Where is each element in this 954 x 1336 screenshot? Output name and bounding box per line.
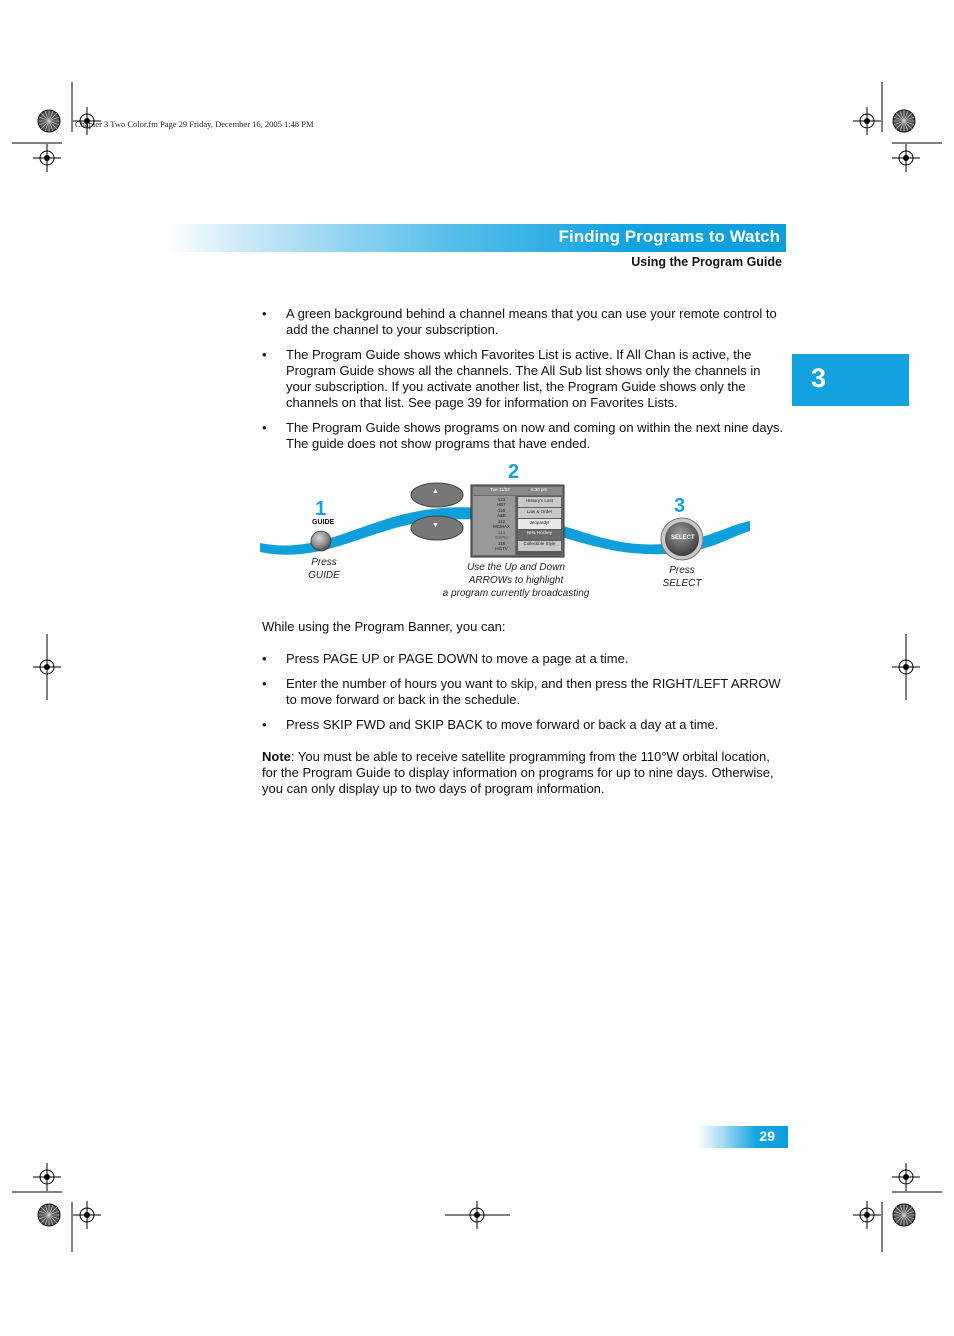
section-title-bar	[168, 224, 786, 252]
caption-line: Use the Up and Down	[467, 562, 565, 573]
caption-line: Press	[669, 565, 695, 576]
chapter-number: 3	[811, 363, 827, 393]
guide-program: History's Lost	[526, 498, 553, 503]
note-label: Note	[262, 749, 291, 764]
list-item	[262, 420, 788, 452]
guide-button-label: GUIDE	[312, 519, 335, 526]
step-1-number: 1	[315, 498, 327, 520]
guide-channel: 112 MCMAX	[493, 519, 510, 529]
banner-intro: While using the Program Banner, you can:	[262, 619, 506, 634]
list-item	[262, 347, 788, 411]
guide-date: Tue 11/22	[490, 487, 510, 492]
bullet-icon: •	[262, 306, 267, 321]
guide-channel: 118 HGTV	[495, 541, 508, 551]
section-title: Finding Programs to Watch	[558, 227, 780, 246]
bullet-icon: •	[262, 347, 267, 362]
list-item-text: The Program Guide shows programs on now and coming on within the next nine days. The guide does not show programs that have ended.	[286, 420, 784, 451]
list-item-text: A green background behind a channel means that you can use your remote control to add the channel to your subscription.	[286, 306, 777, 337]
list-item	[262, 651, 788, 667]
list-item-text: Enter the number of hours you want to skip, and then press the RIGHT/LEFT ARROW to move forward or back in the schedule.	[286, 676, 781, 707]
caption-arrows	[416, 561, 616, 600]
caption-line: ARROWs to highlight	[468, 575, 564, 586]
note-paragraph	[262, 749, 788, 797]
caption-line: GUIDE	[308, 570, 340, 581]
caption-press-guide	[294, 556, 354, 582]
print-header: Chapter 3 Two Color.fm Page 29 Friday, December 16, 2005 1:48 PM	[75, 119, 314, 129]
caption-press-select	[652, 564, 712, 590]
caption-line: SELECT	[662, 578, 702, 589]
guide-button-icon	[311, 531, 331, 551]
bullet-icon: •	[262, 420, 267, 435]
page-number-tab	[697, 1126, 788, 1148]
guide-channel: 114 ESPN	[495, 530, 508, 540]
page-number: 29	[759, 1128, 775, 1144]
guide-program: Jeopardy!	[529, 520, 550, 525]
up-arrow-button-icon	[411, 483, 463, 507]
guide-program: Law & Order	[526, 509, 553, 514]
caption-line: a program currently broadcasting	[442, 588, 590, 599]
step-3-number: 3	[674, 495, 686, 517]
select-button-label: SELECT	[671, 535, 695, 541]
up-arrow-glyph: ▲	[432, 488, 439, 495]
bullet-icon: •	[262, 651, 267, 666]
step-2-number: 2	[508, 461, 520, 483]
list-item-text: Press PAGE UP or PAGE DOWN to move a page at a time.	[286, 651, 629, 666]
guide-time: 6:30 pm	[531, 487, 548, 492]
caption-line: Press	[311, 557, 337, 568]
guide-program: NHL Hockey	[526, 530, 553, 535]
list-item	[262, 676, 788, 708]
down-arrow-glyph: ▼	[432, 522, 439, 529]
note-text: : You must be able to receive satellite programming from the 110°W orbital location, for the Program Guide to display information on programs for up to nine days. Otherwise, you can only display up to two days of program information.	[262, 749, 774, 796]
subsection-title: Using the Program Guide	[631, 255, 782, 269]
list-item-text: Press SKIP FWD and SKIP BACK to move forward or back a day at a time.	[286, 717, 719, 732]
guide-channel: 123 HBT	[497, 497, 506, 507]
list-item	[262, 717, 788, 733]
guide-program: Collectible Style	[523, 541, 556, 546]
guide-channel: 115 A&E	[496, 508, 506, 518]
list-item-text: The Program Guide shows which Favorites List is active. If All Chan is active, the Program Guide shows all the channels. The All Sub list shows only the channels in your subscription. If you activate another list, the Program Guide shows only the channels on that list. See page 39 for information on Favorites Lists.	[286, 347, 761, 410]
bullet-icon: •	[262, 676, 267, 691]
bullet-icon: •	[262, 717, 267, 732]
list-item	[262, 306, 788, 338]
chapter-tab	[792, 354, 909, 406]
